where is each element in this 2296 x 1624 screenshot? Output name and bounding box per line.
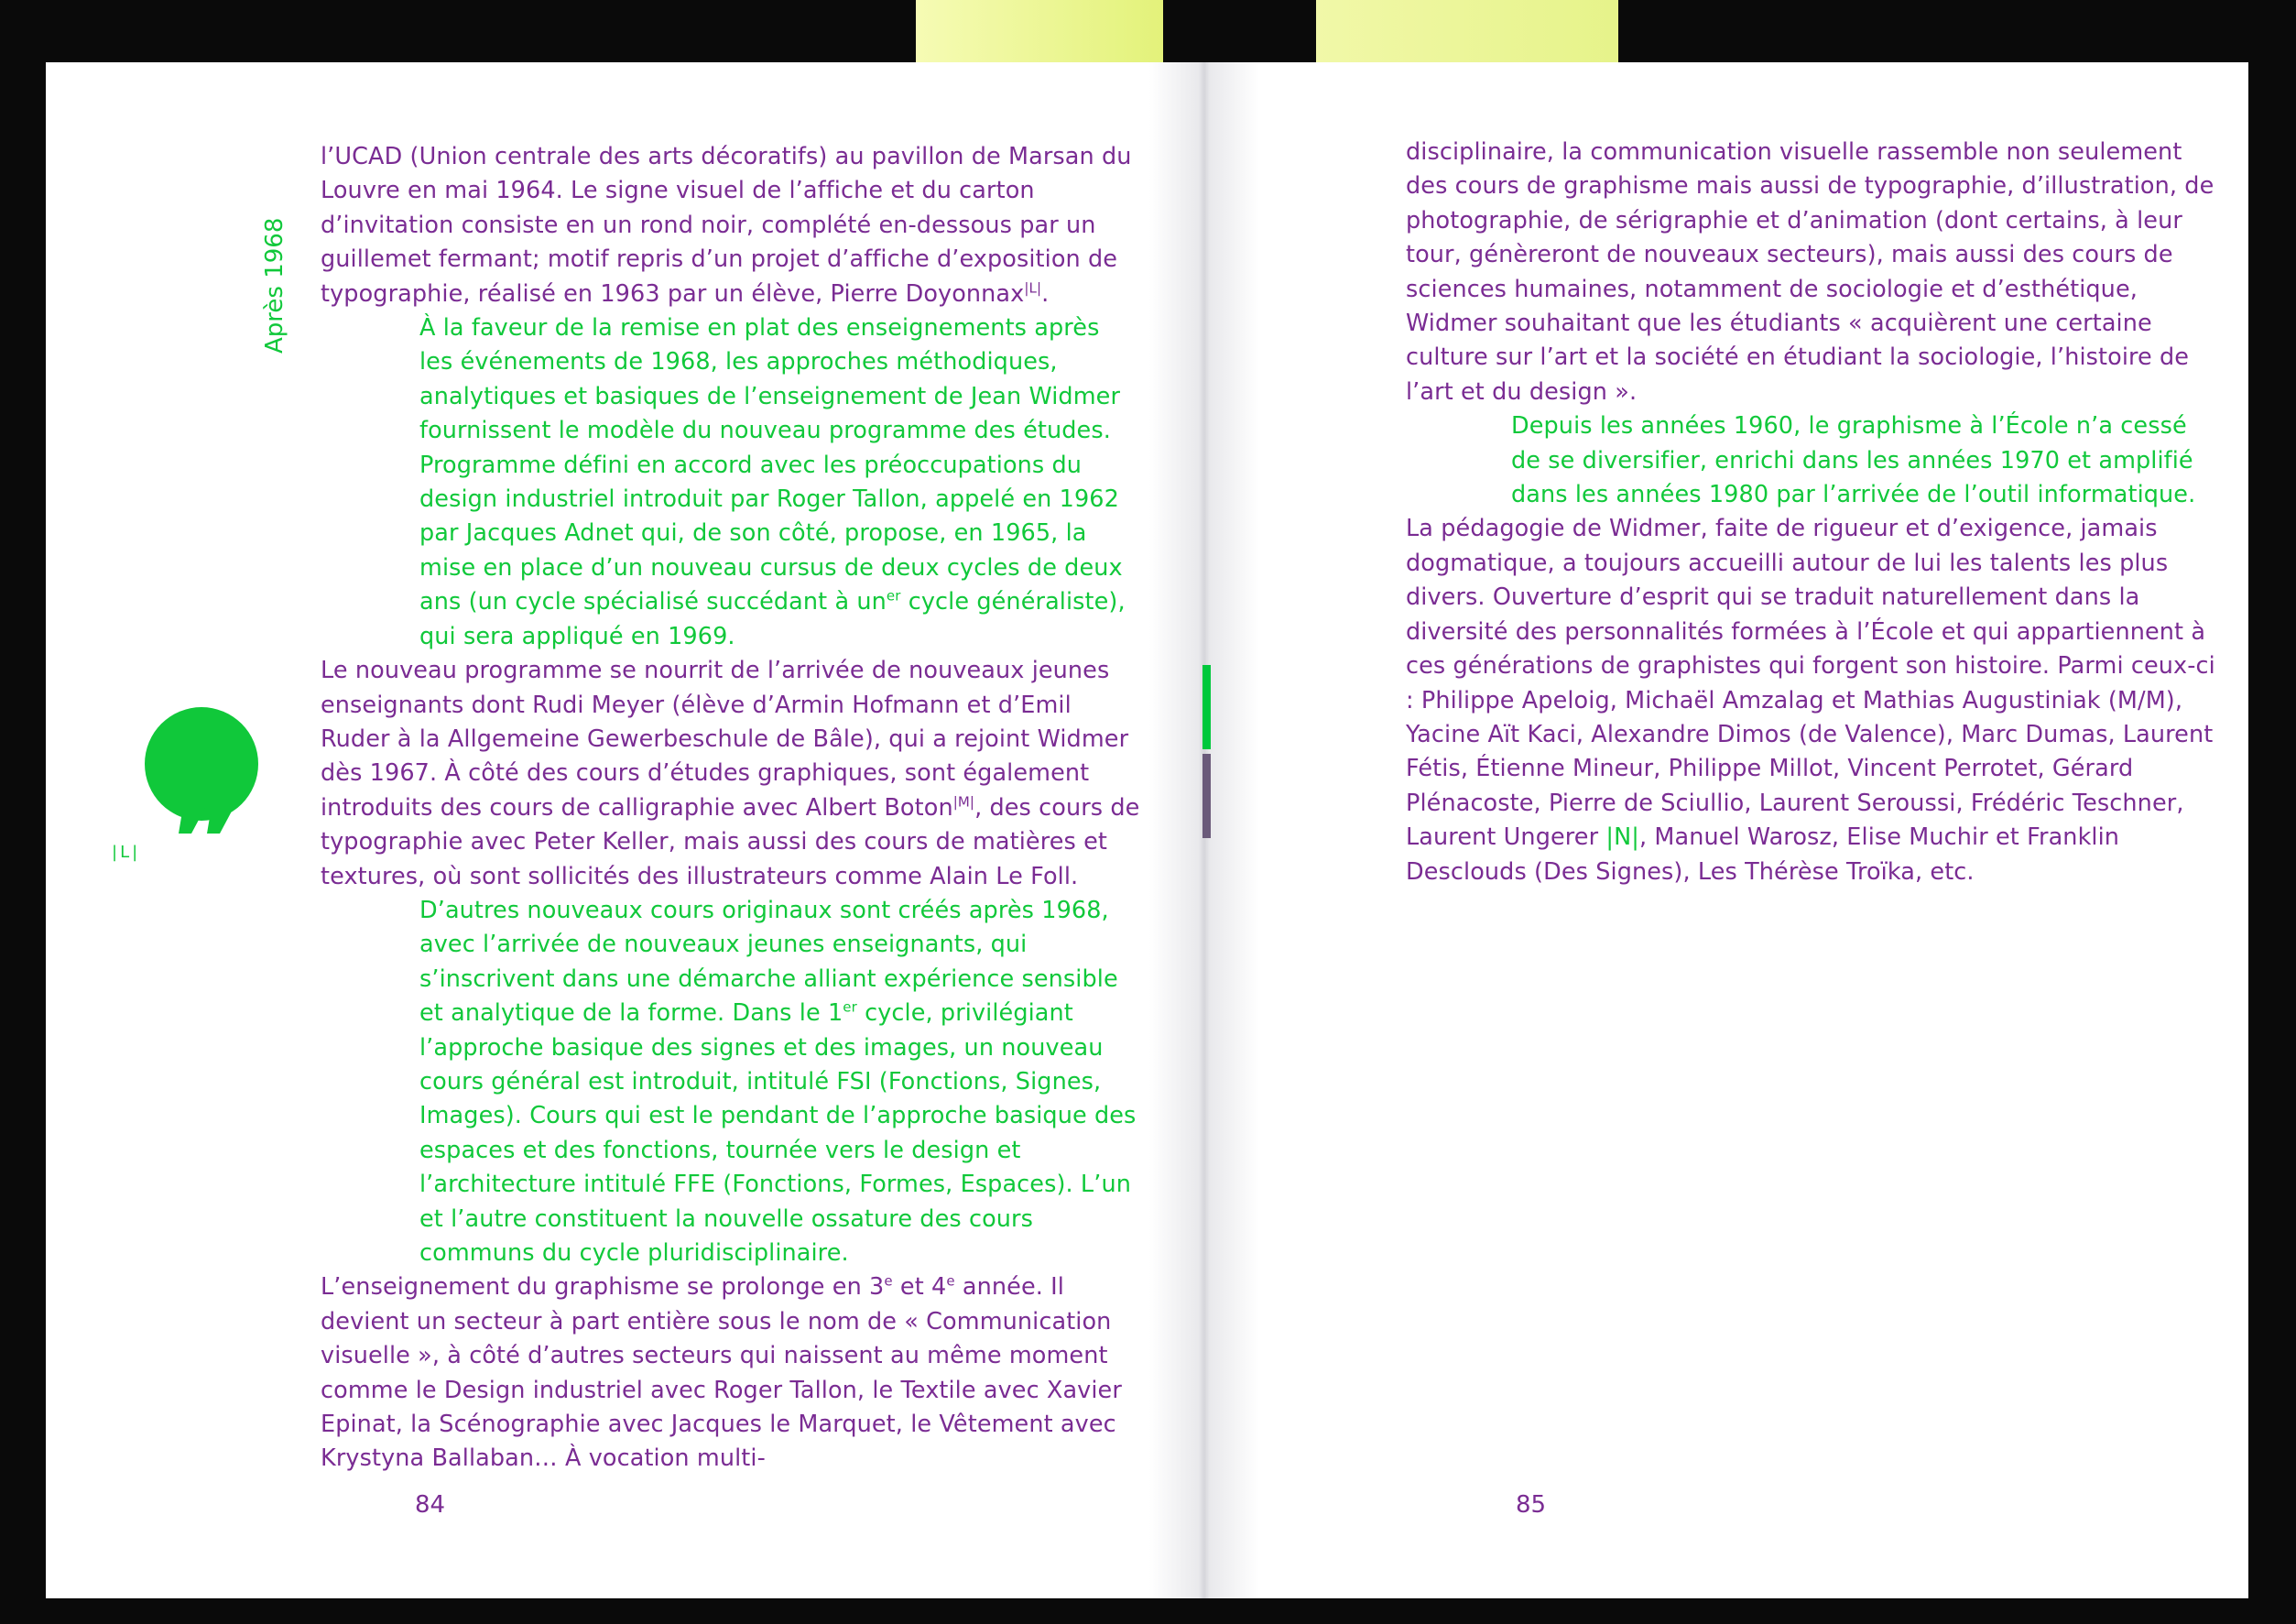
book-spread xyxy=(46,62,2248,1598)
figure-dot xyxy=(145,707,258,821)
left-paragraph-2: À la faveur de la remise en plat des enseignements après les événements de 1968, les approches méthodiques, analytiques et basiques de l’enseignement de Jean Widmer fournissent le modèle du nouveau programme des études. Programme défini en accord avec les préoccupations du design industriel introduit par Roger Tallon, appelé en 1962 par Jacques Adnet qui, de son côté, propose, en 1965, la mise en place d’un nouveau cursus de deux cycles de deux ans (un cycle spécialisé succédant à $un^{er}$ cycle généraliste), qui sera appliqué en 1969. xyxy=(419,314,1126,650)
right-paragraph-1: disciplinaire, la communication visuelle rassemble non seulement des cours de graphisme mais aussi de typographie, d’illustration, de photographie, de sérigraphie et d’animation (dont certains, à leur tour, génèreront de nouveaux secteurs), mais aussi des cours de sciences humaines, notamment de sociologie et d’esthétique, Widmer souhaitant que les étudiants « acquièrent une certaine culture sur l’art et la société en étudiant la sociologie, l’histoire de l’art et du design ». xyxy=(1406,138,2214,406)
sticky-tab-left xyxy=(916,0,1163,71)
spine-marker-purple xyxy=(1202,754,1211,838)
right-paragraph-3: La pédagogie de Widmer, faite de rigueur et d’exigence, jamais dogmatique, a toujours accueilli autour de lui les talents les plus divers. Ouverture d’esprit qui se traduit naturellement dans la diversité des personnalités formées à l’École et qui appartiennent à ces générations de graphistes qui forgent son histoire. Parmi ceux-ci : Philippe Apeloig, Michaël Amzalag et Mathias Augustiniak (M/M), Yacine Aït Kaci, Alexandre Dimos (de Valence), Marc Dumas, Laurent Fétis, Étienne Mineur, Philippe Millot, Vincent Perrotet, Gérard Plénacoste, Pierre de Sciullio, Laurent Seroussi, Frédéric Teschner, Laurent Ungerer |N|, Manuel Warosz, Elise Muchir et Franklin Desclouds (Des Signes), Les Thérèse Troïka, etc. xyxy=(1406,515,2215,886)
figure-label: |L| xyxy=(112,843,141,862)
right-text-column xyxy=(1406,136,2221,889)
spine-marker-green xyxy=(1202,665,1211,749)
page-number-left: 84 xyxy=(415,1491,446,1519)
left-paragraph-3: Le nouveau programme se nourrit de l’arrivée de nouveaux jeunes enseignants dont Rudi Meyer (élève d’Armin Hofmann et d’Emil Ruder à la Allgemeine Gewerbeschule de Bâle), qui a rejoint Widmer dès 1967. À côté des cours d’études graphiques, sont également introduits des cours de calligraphie avec Albert Boton$^{|M|}$, des cours de typographie avec Peter Keller, mais aussi des cours de matières et textures, où sont sollicités des illustrateurs comme Alain Le Foll. xyxy=(321,657,1140,890)
left-text-column xyxy=(321,140,1140,1477)
quote-bubble-figure xyxy=(114,669,288,888)
page-number-right: 85 xyxy=(1516,1491,1547,1519)
sticky-tab-right xyxy=(1316,0,1618,71)
left-paragraph-5: L’enseignement du graphisme se prolonge en 3e et 4e année. Il devient un secteur à part entière sous le nom de « Communication visuelle », à côté d’autres secteurs qui naissent au même moment comme le Design industriel avec Roger Tallon, le Textile avec Xavier Epinat, la Scénographie avec Jacques le Marquet, le Vêtement avec Krystyna Ballaban… À vocation multi- xyxy=(321,1272,1122,1473)
running-title: Après 1968 xyxy=(261,217,288,354)
left-paragraph-4: D’autres nouveaux cours originaux sont créés après 1968, avec l’arrivée de nouveaux jeunes enseignants, qui s’inscrivent dans une démarche alliant expérience sensible et analytique de la forme. Dans le 1er cycle, privilégiant l’approche basique des signes et des images, un nouveau cours général est introduit, intitulé FSI (Fonctions, Signes, Images). Cours qui est le pendant de l’approche basique des espaces et des fonctions, tournée vers le design et l’architecture intitulé FFE (Fonctions, Formes, Espaces). L’un et l’autre constituent la nouvelle ossature des cours communs du cycle pluridisciplinaire. xyxy=(419,896,1137,1267)
ref-marker-n: |N| xyxy=(1605,823,1639,852)
right-paragraph-2: Depuis les années 1960, le graphisme à l’École n’a cessé de se diversifier, enrichi dans les années 1970 et amplifié dans les années 1980 par l’arrivée de l’outil informatique. xyxy=(1511,412,2196,509)
left-paragraph-1: l’UCAD (Union centrale des arts décoratifs) au pavillon de Marsan du Louvre en mai 1964. Le signe visuel de l’affiche et du carton d’invitation consiste en un rond noir, complété en-dessous par un guillemet fermant; motif repris d’un projet d’affiche d’exposition de typographie, réalisé en 1963 par un élève, Pierre Doyonnax$^{|L|}$. xyxy=(321,143,1132,308)
